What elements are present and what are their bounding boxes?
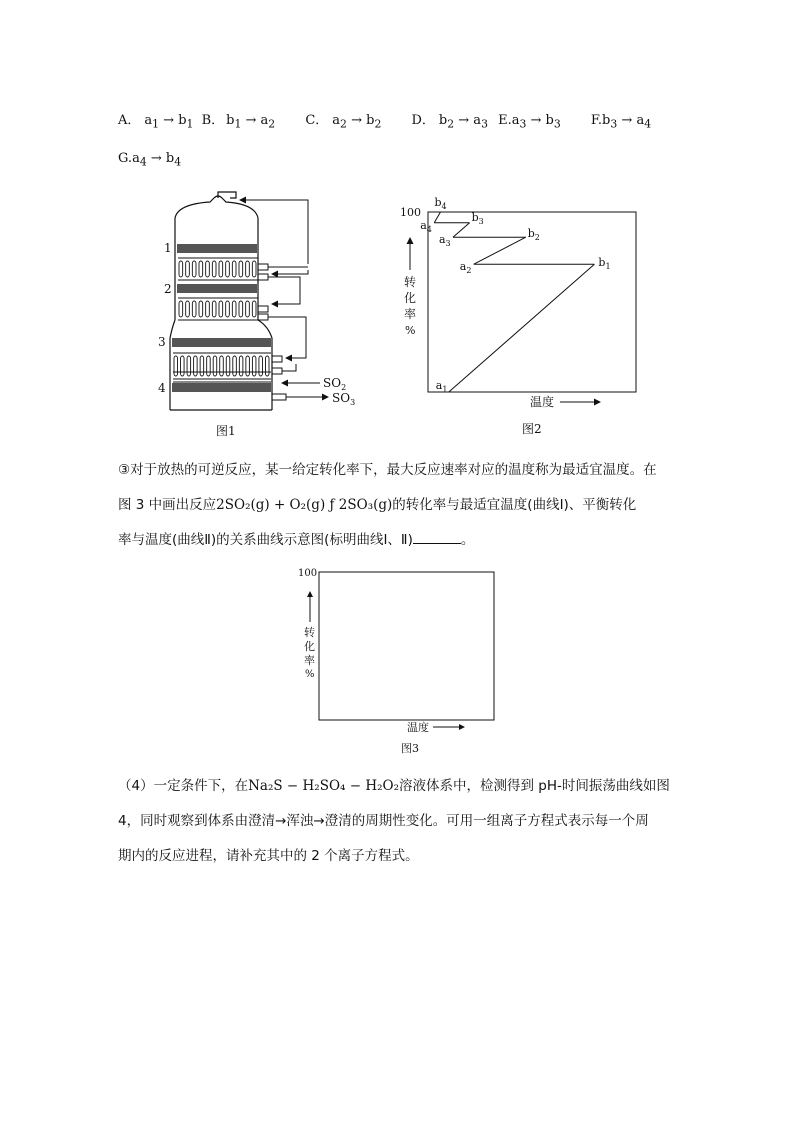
heat-exchanger-tube (239, 261, 243, 277)
heat-exchanger-tube (226, 301, 230, 317)
heat-exchanger-tube (252, 301, 256, 317)
heat-exchanger-tube (213, 356, 217, 376)
heat-exchanger-tube (246, 261, 250, 277)
layer-number-2: 2 (164, 282, 172, 296)
q4-line-1: （4）一定条件下，在Na₂S − H₂SO₄ − H₂O₂溶液体系中，检测得到 pH-时间振荡曲线如图 (118, 778, 670, 794)
so3-label: $SO_3$ (332, 391, 356, 407)
option-e: $E.a_3 \to b_3$ (498, 113, 561, 131)
y3-char-3: 率 (304, 654, 315, 667)
heat-exchanger-tube (192, 261, 196, 277)
heat-exchanger-tube (206, 301, 210, 317)
heat-exchanger-tube (239, 301, 243, 317)
option-row-2 (118, 151, 181, 169)
option-a: A． $a_1 \to b_1$ (118, 113, 194, 131)
point-label-a3: $a_3$ (438, 233, 451, 249)
y3-char-1: 转 (304, 626, 315, 639)
heat-exchanger-tube (252, 356, 256, 376)
option-row-1 (118, 109, 651, 131)
heat-exchanger-tube (212, 301, 216, 317)
q4-line-3: 期内的反应进程，请补充其中的 2 个离子方程式。 (118, 848, 419, 864)
layer-number-4: 4 (158, 381, 166, 395)
heat-exchanger-tube (186, 261, 190, 277)
heat-exchanger-tube (179, 261, 183, 277)
point-label-a2: $a_2$ (459, 260, 472, 276)
heat-exchanger-tube (226, 356, 230, 376)
heat-exchanger-tube (252, 261, 256, 277)
option-g: $G.a_4 \to b_4$ (118, 151, 182, 169)
heat-exchanger-tube (199, 261, 203, 277)
point-label-b2: $b_2$ (527, 227, 540, 243)
y-max-label-3: 100 (298, 568, 318, 579)
y-label-char-1: 转 (404, 275, 417, 289)
figure-3-caption: 图3 (401, 742, 419, 755)
heat-exchanger-tube (219, 301, 223, 317)
heat-exchanger-tube (246, 356, 250, 376)
option-f: $F.b_3 \to a_4$ (590, 113, 652, 131)
plot-frame-3 (319, 572, 494, 720)
x-label-3: 温度 (407, 721, 429, 732)
catalyst-layer-2 (177, 284, 257, 293)
heat-exchanger-tube (192, 301, 196, 317)
reaction-equation: 2SO₂(g) + O₂(g) ƒ 2SO₃(g) (216, 497, 393, 513)
y3-char-2: 化 (304, 640, 315, 653)
heat-exchanger-tube (200, 356, 204, 376)
heat-exchanger-tube (199, 301, 203, 317)
heat-exchanger-tube (246, 301, 250, 317)
heat-exchanger-2 (178, 298, 258, 320)
heat-exchanger-tube (220, 356, 224, 376)
heat-exchanger-tube (194, 356, 198, 376)
heat-exchanger-1 (178, 258, 258, 280)
conversion-segment (449, 264, 595, 392)
heat-exchanger-tube (212, 261, 216, 277)
figure-1-caption: 图1 (216, 424, 236, 438)
point-label-a4: $a_4$ (420, 218, 432, 234)
point-label-b1: $b_1$ (598, 256, 611, 272)
y-max-label: 100 (400, 206, 421, 219)
so2-label: $SO_2$ (323, 376, 347, 392)
point-label-a1: $a_1$ (435, 379, 448, 394)
point-label-b4: $b_4$ (434, 196, 447, 211)
figure-1-converter (150, 190, 380, 440)
heat-exchanger-tube (187, 356, 191, 376)
heat-exchanger-tube (232, 301, 236, 317)
answer-blank[interactable] (413, 531, 461, 544)
heat-exchanger-3 (173, 353, 271, 379)
heat-exchanger-tube (226, 261, 230, 277)
point-label-b3: $b_3$ (471, 210, 484, 226)
heat-exchanger-tube (181, 356, 185, 376)
y-label-char-2: 化 (404, 291, 417, 305)
heat-exchanger-tube (239, 356, 243, 376)
figure-3-chart (290, 562, 510, 732)
layer-number-3: 3 (158, 335, 166, 349)
heat-exchanger-tube (206, 261, 210, 277)
y-label-char-3: 率 (404, 307, 417, 321)
catalyst-layer-4 (172, 383, 271, 392)
conversion-segment (453, 223, 470, 237)
solution-system: Na₂S − H₂SO₄ − H₂O₂ (248, 778, 399, 794)
figure-2-caption: 图2 (522, 422, 542, 436)
heat-exchanger-tube (259, 356, 263, 376)
layer-number-1: 1 (164, 241, 172, 255)
conversion-segment (474, 237, 526, 264)
option-b: B． $b_1 \to a_2$ (201, 113, 276, 131)
catalyst-layer-1 (177, 244, 257, 253)
heat-exchanger-tube (174, 356, 178, 376)
heat-exchanger-tube (207, 356, 211, 376)
y3-char-4: % (305, 669, 315, 680)
q3-line-2: 图 3 中画出反应2SO₂(g) + O₂(g) ƒ 2SO₃(g)的转化率与最适宜温度(曲线Ⅰ)、平衡转化 (118, 497, 637, 513)
conversion-segment (434, 212, 440, 223)
y-label-char-4: % (405, 324, 416, 337)
option-c: C． $a_2 \to b_2$ (305, 113, 382, 131)
q3-line-3: 率与温度(曲线Ⅱ)的关系曲线示意图(标明曲线Ⅰ、Ⅱ) 。 (118, 532, 475, 548)
heat-exchanger-tube (232, 261, 236, 277)
q4-line-2: 4，同时观察到体系由澄清→浑浊→澄清的周期性变化。可用一组离子方程式表示每一个周 (118, 813, 649, 829)
q3-line-1: ③对于放热的可逆反应，某一给定转化率下，最大反应速率对应的温度称为最适宜温度。在 (118, 462, 657, 478)
catalyst-layer-3 (172, 338, 271, 347)
heat-exchanger-tube (219, 261, 223, 277)
heat-exchanger-tube (179, 301, 183, 317)
heat-exchanger-tube (233, 356, 237, 376)
heat-exchanger-tube (186, 301, 190, 317)
option-d: D． $b_2 \to a_3$ (411, 113, 488, 131)
heat-exchanger-tube (265, 356, 269, 376)
x-label: 温度 (530, 395, 555, 409)
figure-2-chart (390, 190, 650, 415)
